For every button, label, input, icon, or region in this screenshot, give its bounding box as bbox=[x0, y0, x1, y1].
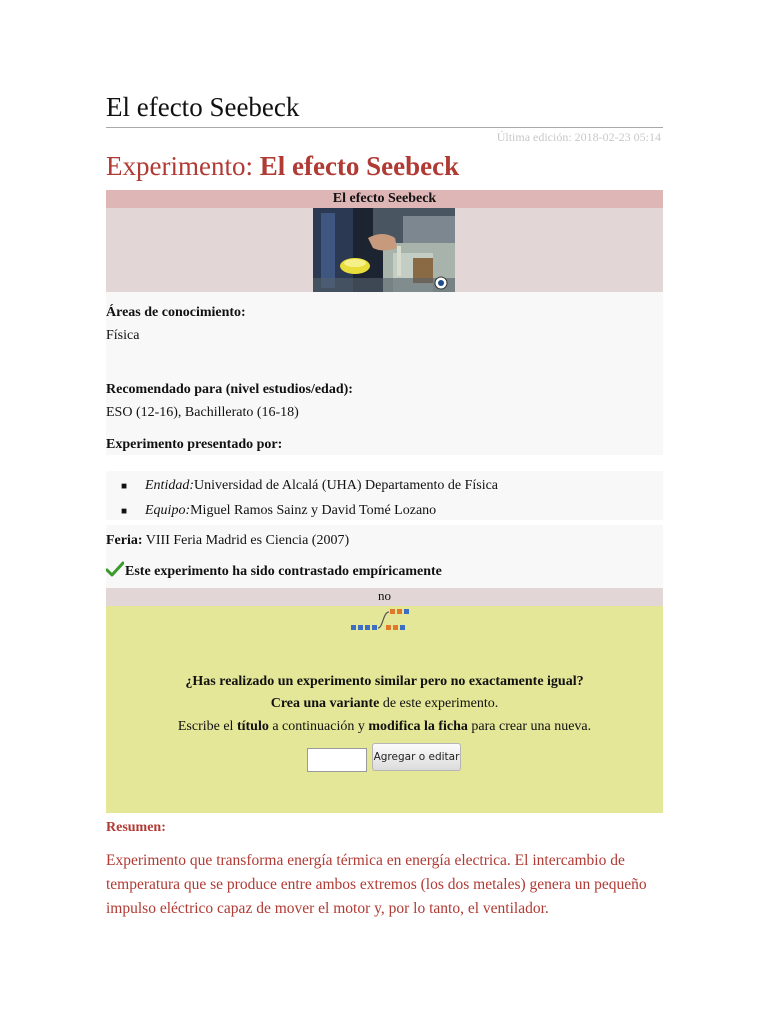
variant-instr-a: Escribe el bbox=[177, 719, 237, 734]
info-divider bbox=[106, 520, 663, 525]
variant-instr-c: a continuación y bbox=[268, 719, 369, 734]
fair-info bbox=[106, 533, 349, 549]
areas-label: Áreas de conocimiento: bbox=[106, 305, 246, 320]
branch-icon bbox=[350, 607, 410, 638]
variant-instr-b: título bbox=[236, 719, 269, 734]
fair-value: VIII Feria Madrid es Ciencia (2007) bbox=[145, 533, 350, 548]
presented-by-label: Experimento presentado por: bbox=[106, 437, 283, 452]
experiment-photo[interactable] bbox=[313, 208, 455, 293]
summary-label: Resumen: bbox=[106, 820, 166, 835]
presenter-team-key: Equipo: bbox=[145, 503, 191, 518]
card-header: El efecto Seebeck bbox=[106, 190, 663, 208]
variant-instr-d: modifica la ficha bbox=[368, 719, 468, 734]
recommended-label: Recomendado para (nivel estudios/edad): bbox=[106, 382, 353, 397]
experiment-heading-prefix: Experimento: bbox=[106, 151, 260, 181]
variant-create-rest: de este experimento. bbox=[379, 696, 499, 711]
presenter-team bbox=[145, 503, 436, 519]
variant-create-bold: Crea una variante bbox=[270, 696, 380, 711]
recommended-value: ESO (12-16), Bachillerato (16-18) bbox=[106, 405, 299, 420]
info-divider bbox=[106, 455, 663, 471]
summary-text: Experimento que transforma energía térmica en energía electrica. El intercambio de temperatura que se produce entre ambos extremos (los dos metales) genera un pequeño impulso eléctrico capaz de mover el motor y, por lo tanto, el ventilador. bbox=[106, 852, 647, 917]
experiment-heading-name: El efecto Seebeck bbox=[259, 151, 460, 181]
variant-question: ¿Has realizado un experimento similar pero no exactamente igual? bbox=[185, 674, 584, 689]
variant-line-create bbox=[106, 696, 663, 712]
page-title: El efecto Seebeck bbox=[106, 92, 300, 122]
areas-value: Física bbox=[106, 328, 140, 343]
verified-text: Este experimento ha sido contrastado empíricamente bbox=[125, 564, 442, 579]
presenter-entity bbox=[145, 478, 498, 494]
variant-title-input[interactable] bbox=[307, 748, 367, 772]
fair-label: Feria: bbox=[106, 533, 143, 548]
presenter-entity-value: Universidad de Alcalá (UHA) Departamento de Física bbox=[194, 478, 499, 493]
experiment-heading bbox=[106, 151, 459, 182]
experiment-photo-image bbox=[313, 208, 455, 293]
list-bullet: ■ bbox=[121, 481, 128, 492]
check-icon bbox=[106, 561, 124, 582]
last-edit-timestamp: Última edición: 2018-02-23 05:14 bbox=[496, 130, 661, 144]
presenter-entity-key: Entidad: bbox=[145, 478, 194, 493]
contrast-value: no bbox=[106, 588, 663, 606]
variant-instr-e: para crear una nueva. bbox=[467, 719, 592, 734]
add-or-edit-button[interactable]: Agregar o editar bbox=[372, 743, 461, 771]
title-divider bbox=[106, 127, 663, 128]
variant-line-instructions bbox=[106, 719, 663, 735]
list-bullet: ■ bbox=[121, 506, 128, 517]
presenter-team-value: Miguel Ramos Sainz y David Tomé Lozano bbox=[190, 503, 437, 518]
